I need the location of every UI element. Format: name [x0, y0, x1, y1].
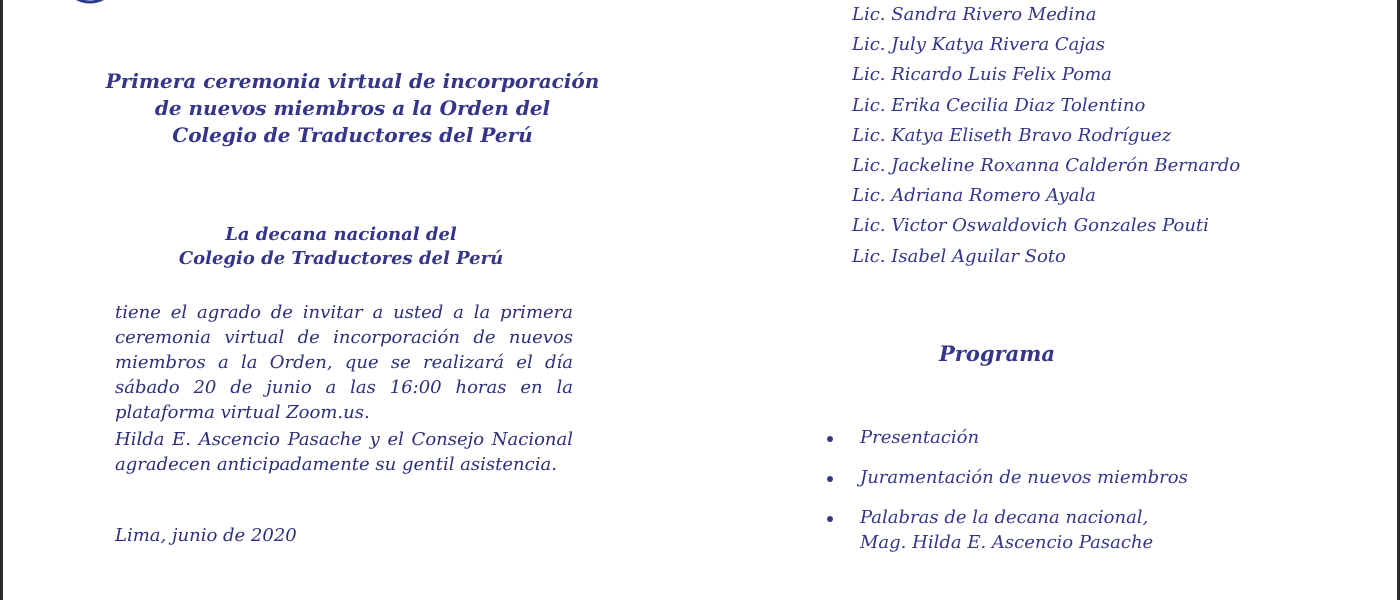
invitation-paragraph: tiene el agrado de invitar a usted a la primera ceremonia virtual de incorporación de nuevos miembros a la Orden, que se realizará el día sábado 20 de junio a las 16:00 horas en la plataforma virtual Zoom.us.	[115, 302, 573, 423]
member-name: Lic. Ricardo Luis Felix Poma	[852, 64, 1112, 86]
program-item-text: Presentación	[860, 427, 980, 448]
place-date: Lima, junio de 2020	[115, 525, 297, 546]
member-name: Lic. Isabel Aguilar Soto	[852, 245, 1066, 267]
program-list	[822, 425, 1272, 570]
title-line: de nuevos miembros a la Orden del	[154, 96, 551, 120]
college-seal-icon	[62, 0, 118, 4]
member-name: Lic. Adriana Romero Ayala	[852, 185, 1096, 207]
bullet-icon	[827, 476, 833, 482]
dean-heading	[100, 223, 582, 271]
member-name: Lic. Jackeline Roxanna Calderón Bernardo	[852, 155, 1241, 177]
page-edge-left	[0, 0, 3, 600]
member-name: Lic. Victor Oswaldovich Gonzales Pouti	[852, 215, 1209, 237]
dean-line: La decana nacional del	[225, 224, 457, 245]
program-item	[822, 465, 1272, 490]
dean-line: Colegio de Traductores del Perú	[178, 248, 504, 269]
program-item	[822, 505, 1272, 555]
thanks-paragraph: Hilda E. Ascencio Pasache y el Consejo Nacional agradecen anticipadamente su gentil asistencia.	[115, 429, 573, 475]
member-name: Lic. Erika Cecilia Diaz Tolentino	[852, 94, 1146, 116]
new-members-list	[852, 0, 1352, 272]
program-item-text: Mag. Hilda E. Ascencio Pasache	[860, 532, 1154, 553]
program-item	[822, 425, 1272, 450]
bullet-icon	[827, 516, 833, 522]
member-name: Lic. Sandra Rivero Medina	[852, 4, 1097, 25]
program-item-text: Palabras de la decana nacional,	[860, 507, 1149, 528]
program-item-text: Juramentación de nuevos miembros	[860, 467, 1188, 488]
title-line: Primera ceremonia virtual de incorporación	[105, 69, 600, 93]
ceremony-title	[100, 68, 605, 149]
program-heading: Programa	[938, 341, 1056, 366]
title-line: Colegio de Traductores del Perú	[172, 123, 533, 147]
bullet-icon	[827, 436, 833, 442]
member-name: Lic. Katya Eliseth Bravo Rodríguez	[852, 124, 1172, 146]
member-name: Lic. July Katya Rivera Cajas	[852, 34, 1105, 56]
